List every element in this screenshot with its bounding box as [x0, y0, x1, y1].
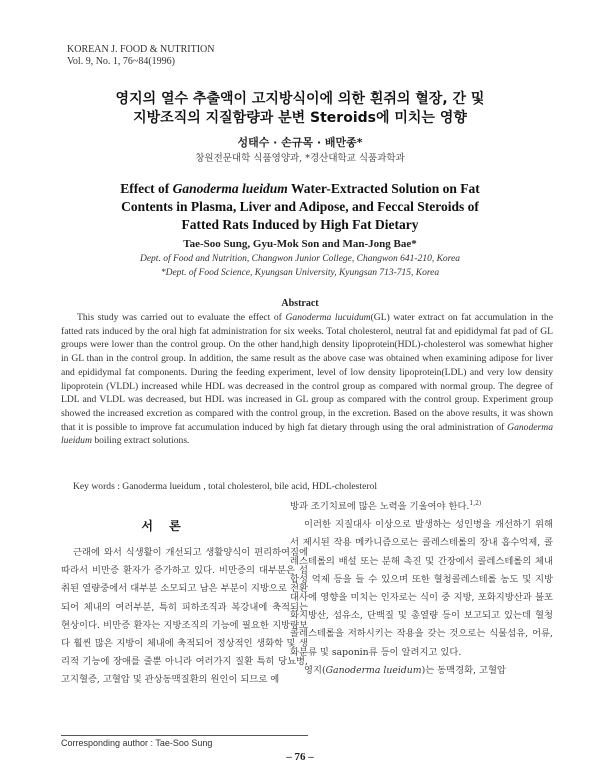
korean-title-line2: 지방조직의 지질함량과 분변 Steroids에 미치는 영향 — [133, 110, 467, 126]
intro-paragraph-3: 영지(Ganoderma lueidum)는 동맥경화, 고혈압 — [304, 664, 506, 676]
korean-title-line1: 영지의 열수 추출액이 고지방식이에 의한 흰쥐의 혈장, 간 및 — [115, 91, 485, 107]
journal-name: KOREAN J. FOOD & NUTRITION — [67, 44, 215, 55]
intro-right-column — [290, 498, 553, 680]
korean-authors: 성태수 · 손규목 · 배만종* — [237, 136, 363, 149]
korean-title — [0, 90, 600, 128]
abstract-body: This study was carried out to evaluate the effect of Ganoderma lucuidum(GL) water extract on fat accumulation in the fatted rats induced by the oral high fat administration for six weeks. Total cholesterol, neutral fat and epididymal fat pad of GL groups were lower than the control group. On the other hand,high density lipoprotein(HDL)-cholesterol was somewhat higher in GL than in the control group. In addition, the same result as the above case was obtained when examining adipose for liver and epididymal fat components. During the feeding experiment, level of low density lipoprotein(LDL) and very low density lipoprotein (VLDL) increased while HDL was decreased in the control group as compared with normal group. The degree of LDL and VLDL was decreased, but HDL was increased in GL group as compared with the control group. Experiment group showed the increased excretion as compared with the control group, in the excretion. Based on the above results, it was shown that it is possible to improve fat accumulation induced by high fat dietary through using the oral administration of Ganoderma lueidum boiling extract solutions. — [61, 312, 553, 447]
english-title-line3: Fatted Rats Induced by High Fat Dietary — [181, 217, 419, 232]
species-name: Ganoderma lueidum — [172, 181, 288, 196]
journal-volume: Vol. 9, No. 1, 76~84(1996) — [67, 56, 176, 67]
section-heading-introduction: 서 론 — [141, 519, 187, 533]
page-number: – 76 – — [286, 751, 314, 763]
english-title-line1: Effect of Ganoderma lueidum Water-Extracted Solution on Fat — [120, 181, 480, 196]
intro-paragraph-1-end: 방과 조기치료에 많은 노력을 기울여야 한다.$^{1,2)}$ — [290, 499, 482, 512]
english-affiliation-1: Dept. of Food and Nutrition, Changwon Junior College, Changwon 641-210, Korea — [139, 254, 460, 264]
keywords: Key words : Ganoderma lueidum , total cholesterol, bile acid, HDL-cholesterol — [73, 481, 377, 492]
korean-affiliation: 창원전문대학 식품영양과, *경산대학교 식품과학과 — [195, 153, 405, 164]
intro-paragraph-2: 이러한 지질대사 이상으로 발생하는 성인병을 개선하기 위해서 제시된 작용 메카니즘으로는 콜레스테롤의 장내 흡수억제, 콜레스테롤의 배설 또는 분해 촉진 및 간장에서 콜레스테롤의 체내합성 억제 등을 들 수 있으며 또한 혈청콜레스테롤 농도 및 지방대사에 영향을 미치는 인자로는 식이 중 지방, 포화지방산과 불포화지방산, 섬유소, 단백질 및 총열량 등이 보고되고 있는데 혈청콜레스테롤을 저하시키는 작용을 갖는 것으로는 식물섬유, 어류, 화분류 및 saponin류 등이 알려지고 있다. — [290, 519, 553, 658]
english-affiliation-2: *Dept. of Food Science, Kyungsan University, Kyungsan 713-715, Korea — [160, 268, 440, 278]
journal-header — [67, 44, 215, 68]
citation: 1,2) — [469, 499, 482, 507]
corresponding-author-footnote: Corresponding author : Tae-Soo Sung — [61, 738, 213, 748]
footnote-divider — [61, 735, 308, 736]
english-title-line2: Contents in Plasma, Liver and Adipose, and Feccal Steroids of — [121, 199, 479, 214]
intro-left-column: 근래에 와서 식생활이 개선되고 생활양식이 편리하여짐에 따라서 비만증 환자가 증가하고 있다. 비만증의 대부분은 섭취된 열량중에서 대부분 소모되고 남은 부분이 지방으로 전환되어 체내의 여러부분, 특히 피하조직과 복강내에 축적되는 현상이다. 비만증 환자는 지방조직의 기능에 필요한 지방량보다 훨씬 많은 지방이 체내에 축적되어 정상적인 생화학 및 생리적 기능에 장애를 줄뿐 아니라 여러가지 질환 특히 당뇨병, 고지혈증, 고혈압 및 관상동맥질환의 원인이 되므로 예 — [61, 547, 308, 686]
english-title — [0, 180, 600, 234]
english-authors: Tae-Soo Sung, Gyu-Mok Son and Man-Jong Bae* — [183, 238, 417, 250]
abstract-heading: Abstract — [281, 298, 319, 309]
